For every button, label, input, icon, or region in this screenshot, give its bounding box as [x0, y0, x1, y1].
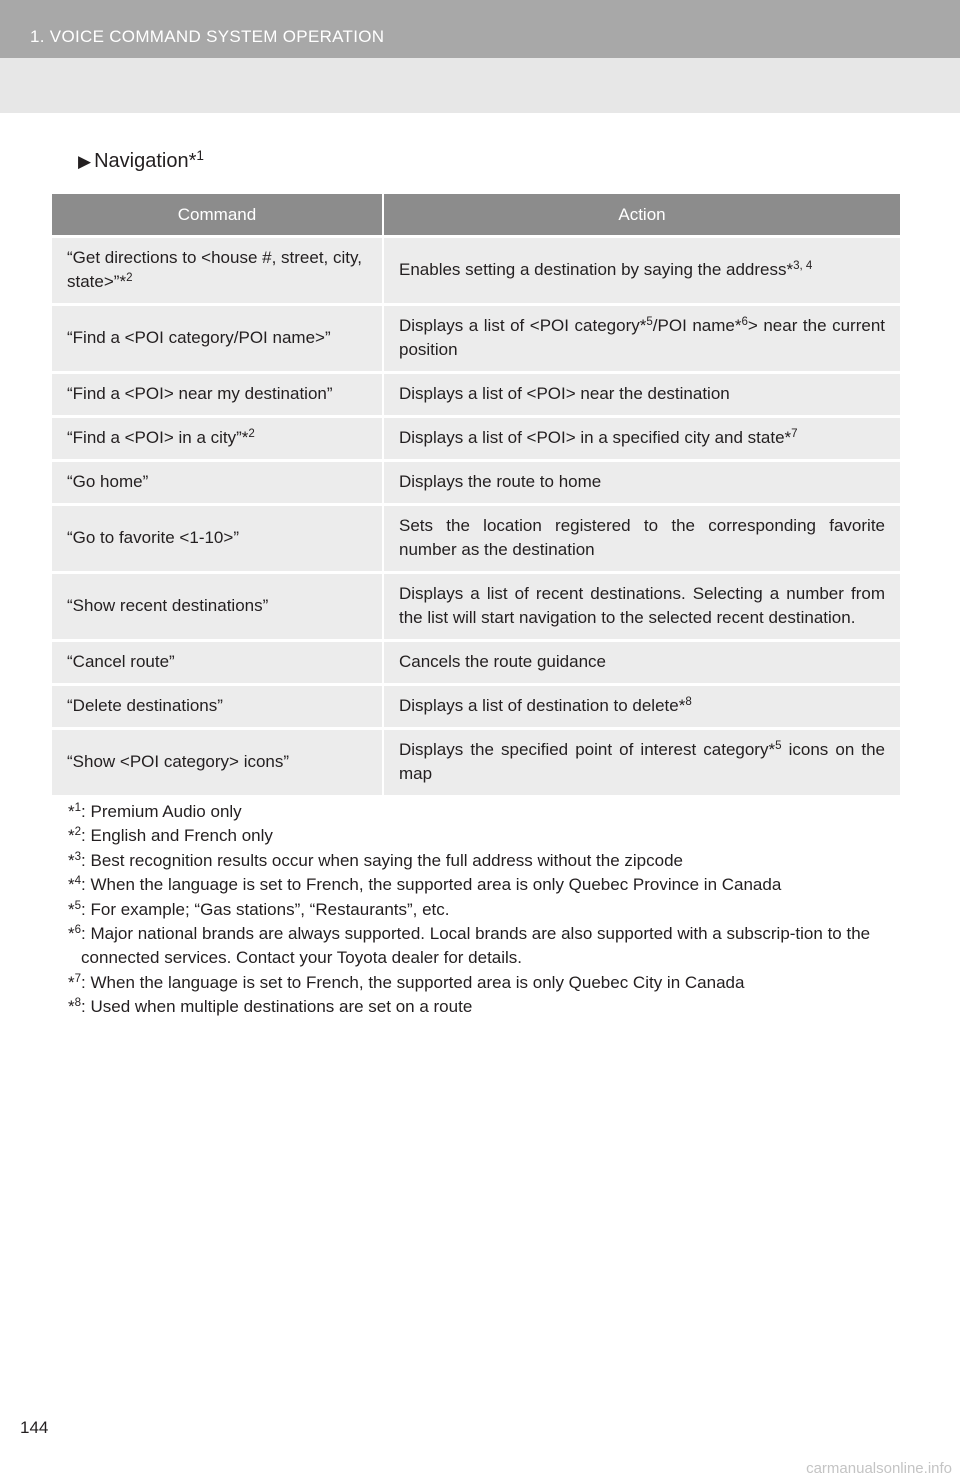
action-cell: [383, 505, 900, 573]
table-row: [52, 237, 900, 305]
column-header-action: Action: [383, 194, 900, 237]
command-cell: [52, 417, 383, 461]
section-heading-footnote: 1: [196, 148, 204, 164]
command-table: [52, 194, 900, 795]
action-cell: [383, 461, 900, 505]
command-text: “Find a <POI category/POI name>”: [67, 328, 331, 347]
footnote-marker: [68, 824, 81, 848]
command-footnote: 2: [126, 272, 133, 285]
footnote-number: 7: [74, 973, 82, 986]
footnote-text: : Major national brands are always supported. Local brands are also supported with a subscrip-tion to the connected services. Contact your Toyota dealer for details.: [81, 924, 871, 968]
action-text: Displays a list of <POI category*: [399, 316, 647, 335]
command-text: “Cancel route”: [67, 652, 175, 671]
footnote-asterisk: *: [68, 899, 75, 919]
footnote-text: : When the language is set to French, the supported area is only Quebec City in Canada: [81, 972, 745, 992]
triangle-right-icon: ▶: [78, 152, 92, 171]
watermark: carmanualsonline.info: [806, 1460, 952, 1477]
action-cell: [383, 685, 900, 729]
table-row: [52, 305, 900, 373]
action-text-tail: icons on the map: [399, 740, 885, 783]
footnote-item: [68, 971, 888, 995]
command-cell: [52, 305, 383, 373]
action-text: Displays the route to home: [399, 472, 602, 491]
command-footnote: 2: [248, 428, 255, 441]
command-cell: [52, 373, 383, 417]
action-text: Displays a list of <POI> near the destination: [399, 384, 730, 403]
table-row: [52, 729, 900, 796]
table-row: [52, 685, 900, 729]
action-text: Cancels the route guidance: [399, 652, 606, 671]
footnote-asterisk: *: [68, 997, 75, 1017]
chapter-title: 1. VOICE COMMAND SYSTEM OPERATION: [30, 27, 385, 46]
table-row: [52, 505, 900, 573]
footnote-marker: [68, 898, 81, 922]
footnote-number: 1: [74, 802, 82, 815]
footnote-number: 2: [74, 826, 82, 839]
command-text: “Delete destinations”: [67, 696, 223, 715]
footnote-asterisk: *: [68, 850, 75, 870]
footnote-text: : When the language is set to French, the supported area is only Quebec Province in Canada: [81, 875, 782, 895]
footnote-asterisk: *: [68, 875, 75, 895]
footnote-number: 6: [74, 924, 82, 937]
command-text: “Find a <POI> near my destination”: [67, 384, 333, 403]
command-cell: [52, 573, 383, 641]
header-band: [0, 58, 960, 113]
table-row: [52, 573, 900, 641]
command-text: “Go home”: [67, 472, 149, 491]
footnote-item: [68, 873, 888, 897]
footnote-marker: [68, 971, 81, 995]
action-footnote: 3, 4: [793, 260, 813, 273]
table-row: [52, 461, 900, 505]
action-cell: [383, 373, 900, 417]
action-text-tail: /POI name*: [652, 316, 742, 335]
action-cell: [383, 305, 900, 373]
command-cell: [52, 641, 383, 685]
action-text: Displays the specified point of interest category*: [399, 740, 776, 759]
action-text: Displays a list of recent destinations. Selecting a number from the list will start navigation to the selected recent destination.: [399, 584, 885, 627]
section-heading: [78, 150, 204, 173]
command-cell: [52, 729, 383, 796]
action-cell: [383, 729, 900, 796]
table-row: [52, 417, 900, 461]
footnote-marker: [68, 995, 81, 1019]
action-footnote: 5: [775, 740, 782, 753]
footnote-marker: [68, 922, 81, 971]
footnote-marker: [68, 873, 81, 897]
footnote-asterisk: *: [68, 802, 75, 821]
table-row: [52, 641, 900, 685]
command-cell: [52, 461, 383, 505]
page-number: 144: [20, 1418, 49, 1437]
action-text: Displays a list of destination to delete*: [399, 696, 686, 715]
footnote-text: : English and French only: [81, 826, 273, 846]
command-text: “Get directions to <house #, street, city, state>”*: [67, 248, 362, 291]
footnote-text: : Best recognition results occur when saying the full address without the zipcode: [81, 850, 683, 870]
command-cell: [52, 685, 383, 729]
command-text: “Find a <POI> in a city”*: [67, 428, 249, 447]
action-footnote: 6: [741, 316, 748, 329]
action-cell: [383, 641, 900, 685]
action-cell: [383, 573, 900, 641]
action-footnote: 8: [685, 696, 692, 709]
footnote-text: : Used when multiple destinations are set on a route: [81, 997, 473, 1017]
footnote-number: 5: [74, 899, 82, 912]
footnote-item: [68, 898, 888, 922]
footnotes: [68, 800, 888, 1020]
action-cell: [383, 237, 900, 305]
section-heading-text: Navigation*: [94, 150, 197, 172]
command-cell: [52, 505, 383, 573]
footnote-item: [68, 995, 888, 1019]
action-footnote: 5: [646, 316, 653, 329]
footnote-text: : Premium Audio only: [81, 802, 242, 821]
column-header-command: Command: [52, 194, 383, 237]
footnote-item: [68, 849, 888, 873]
footnote-number: 4: [74, 875, 82, 888]
action-text: Displays a list of <POI> in a specified city and state*: [399, 428, 792, 447]
action-text: Sets the location registered to the corresponding favorite number as the destination: [399, 516, 885, 559]
command-cell: [52, 237, 383, 305]
footnote-text: : For example; “Gas stations”, “Restaurants”, etc.: [81, 899, 450, 919]
command-text: “Show <POI category> icons”: [67, 752, 290, 771]
table-header-row: [52, 194, 900, 237]
footnote-marker: [68, 800, 81, 824]
command-text: “Show recent destinations”: [67, 596, 269, 615]
footnote-item: [68, 800, 888, 824]
footnote-marker: [68, 849, 81, 873]
footnote-item: [68, 922, 888, 971]
action-cell: [383, 417, 900, 461]
footnote-number: 8: [74, 997, 82, 1010]
footnote-item: [68, 824, 888, 848]
action-text: Enables setting a destination by saying the address*: [399, 260, 794, 279]
footnote-asterisk: *: [68, 924, 75, 944]
footnote-number: 3: [74, 851, 82, 864]
footnote-asterisk: *: [68, 826, 75, 846]
action-text-tail: > near the current position: [399, 316, 885, 359]
command-text: “Go to favorite <1-10>”: [67, 528, 239, 547]
footnote-asterisk: *: [68, 972, 75, 992]
action-footnote: 7: [791, 428, 798, 441]
table-row: [52, 373, 900, 417]
